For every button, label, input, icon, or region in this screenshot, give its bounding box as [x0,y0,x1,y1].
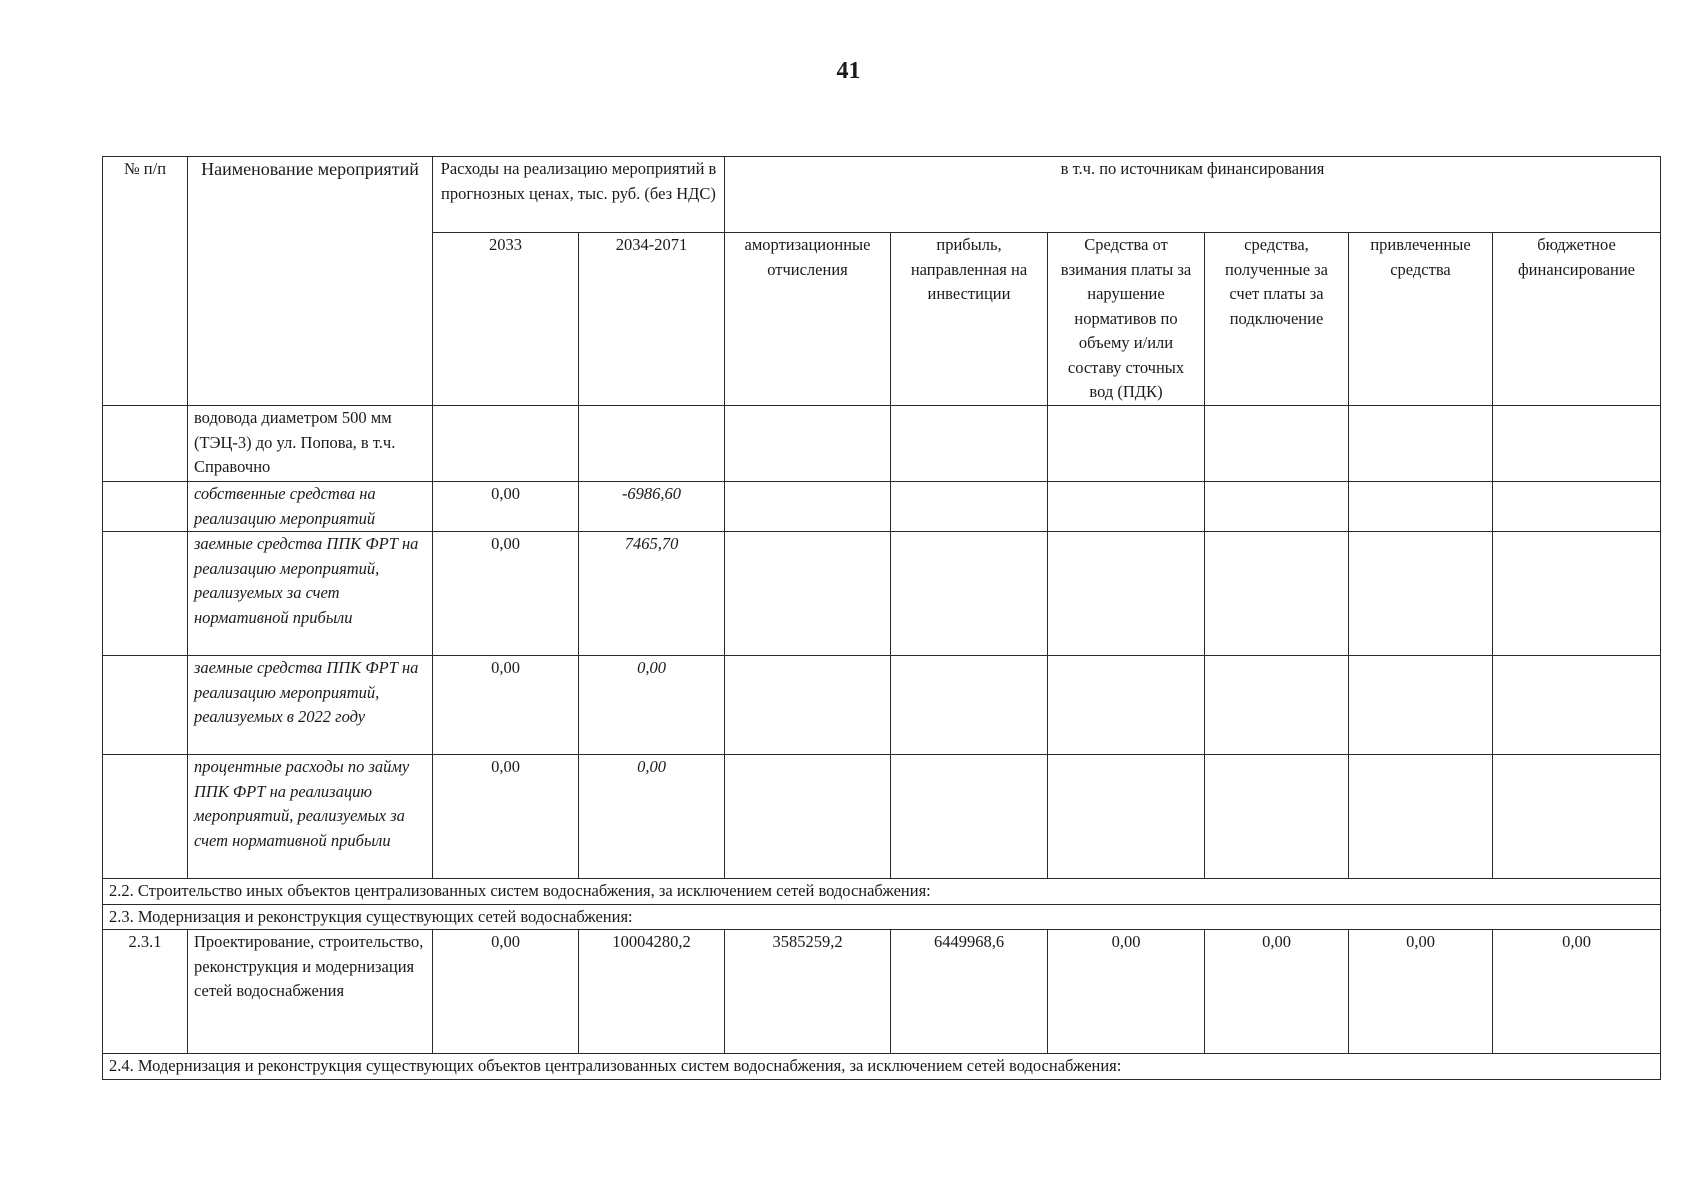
cell-name: заемные средства ППК ФРТ на реализацию мероприятий, реализуемых в 2022 году [188,656,433,755]
cell-num [103,406,188,482]
header-year-2034-2071: 2034-2071 [579,233,725,406]
header-attracted: привлеченные средства [1349,233,1493,406]
cell-fees [1048,482,1205,532]
cell-connection [1205,755,1349,879]
cell-budget [1493,532,1661,656]
header-connection-fees: средства, полученные за счет платы за подключение [1205,233,1349,406]
cell-connection [1205,482,1349,532]
cell-attracted [1349,656,1493,755]
cell-amortization [725,532,891,656]
cell-name: собственные средства на реализацию мероприятий [188,482,433,532]
header-profit: прибыль, направленная на инвестиции [891,233,1048,406]
cell-budget [1493,656,1661,755]
cell-num [103,656,188,755]
cell-connection [1205,406,1349,482]
cell-2034-2071: 0,00 [579,656,725,755]
section-2-4-title: 2.4. Модернизация и реконструкция существующих объектов централизованных систем водоснабжения, за исключением сетей водоснабжения: [103,1054,1661,1080]
table-row [103,930,1661,1054]
header-amortization: амортизационные отчисления [725,233,891,406]
cell-budget [1493,482,1661,532]
cell-fees [1048,406,1205,482]
cell-attracted [1349,482,1493,532]
cell-amortization [725,482,891,532]
cell-num [103,482,188,532]
cell-profit [891,755,1048,879]
table-row [103,755,1661,879]
header-costs: Расходы на реализацию мероприятий в прогнозных ценах, тыс. руб. (без НДС) [433,157,725,233]
section-2-2-title: 2.2. Строительство иных объектов централизованных систем водоснабжения, за исключением сетей водоснабжения: [103,879,1661,905]
cell-2034-2071: 10004280,2 [579,930,725,1054]
cell-2034-2071: -6986,60 [579,482,725,532]
cell-amortization [725,406,891,482]
table-row [103,406,1661,482]
section-2-3-title: 2.3. Модернизация и реконструкция существующих сетей водоснабжения: [103,904,1661,930]
cell-budget [1493,406,1661,482]
cell-fees [1048,532,1205,656]
cell-amortization [725,656,891,755]
cell-budget: 0,00 [1493,930,1661,1054]
cell-2034-2071: 7465,70 [579,532,725,656]
cell-attracted [1349,755,1493,879]
cell-profit: 6449968,6 [891,930,1048,1054]
cell-budget [1493,755,1661,879]
cell-fees [1048,755,1205,879]
cell-attracted [1349,532,1493,656]
cell-2033: 0,00 [433,930,579,1054]
table-row [103,482,1661,532]
cell-amortization: 3585259,2 [725,930,891,1054]
cell-2033: 0,00 [433,532,579,656]
cell-2033 [433,406,579,482]
cell-2033: 0,00 [433,482,579,532]
cell-2033: 0,00 [433,656,579,755]
cell-profit [891,656,1048,755]
cell-connection: 0,00 [1205,930,1349,1054]
header-row-1 [103,157,1661,233]
cell-fees: 0,00 [1048,930,1205,1054]
table-row [103,532,1661,656]
cell-connection [1205,656,1349,755]
cell-profit [891,532,1048,656]
cell-2034-2071 [579,406,725,482]
section-row [103,879,1661,905]
cell-attracted [1349,406,1493,482]
table-row [103,656,1661,755]
cell-profit [891,482,1048,532]
financing-table [102,156,1661,1080]
cell-name: водовода диаметром 500 мм (ТЭЦ-3) до ул. Попова, в т.ч. Справочно [188,406,433,482]
cell-num: 2.3.1 [103,930,188,1054]
header-name: Наименование мероприятий [188,157,433,406]
header-num: № п/п [103,157,188,406]
section-row [103,904,1661,930]
header-fees: Средства от взимания платы за нарушение нормативов по объему и/или составу сточных вод (ПДК) [1048,233,1205,406]
cell-num [103,755,188,879]
header-sources: в т.ч. по источникам финансирования [725,157,1661,233]
cell-num [103,532,188,656]
cell-name: Проектирование, строительство, реконструкция и модернизация сетей водоснабжения [188,930,433,1054]
section-row [103,1054,1661,1080]
cell-amortization [725,755,891,879]
cell-2034-2071: 0,00 [579,755,725,879]
cell-attracted: 0,00 [1349,930,1493,1054]
cell-profit [891,406,1048,482]
cell-name: процентные расходы по займу ППК ФРТ на реализацию мероприятий, реализуемых за счет нормативной прибыли [188,755,433,879]
header-year-2033: 2033 [433,233,579,406]
cell-2033: 0,00 [433,755,579,879]
header-budget: бюджетное финансирование [1493,233,1661,406]
page-number: 41 [836,58,861,84]
cell-fees [1048,656,1205,755]
cell-name: заемные средства ППК ФРТ на реализацию мероприятий, реализуемых за счет нормативной прибыли [188,532,433,656]
cell-connection [1205,532,1349,656]
